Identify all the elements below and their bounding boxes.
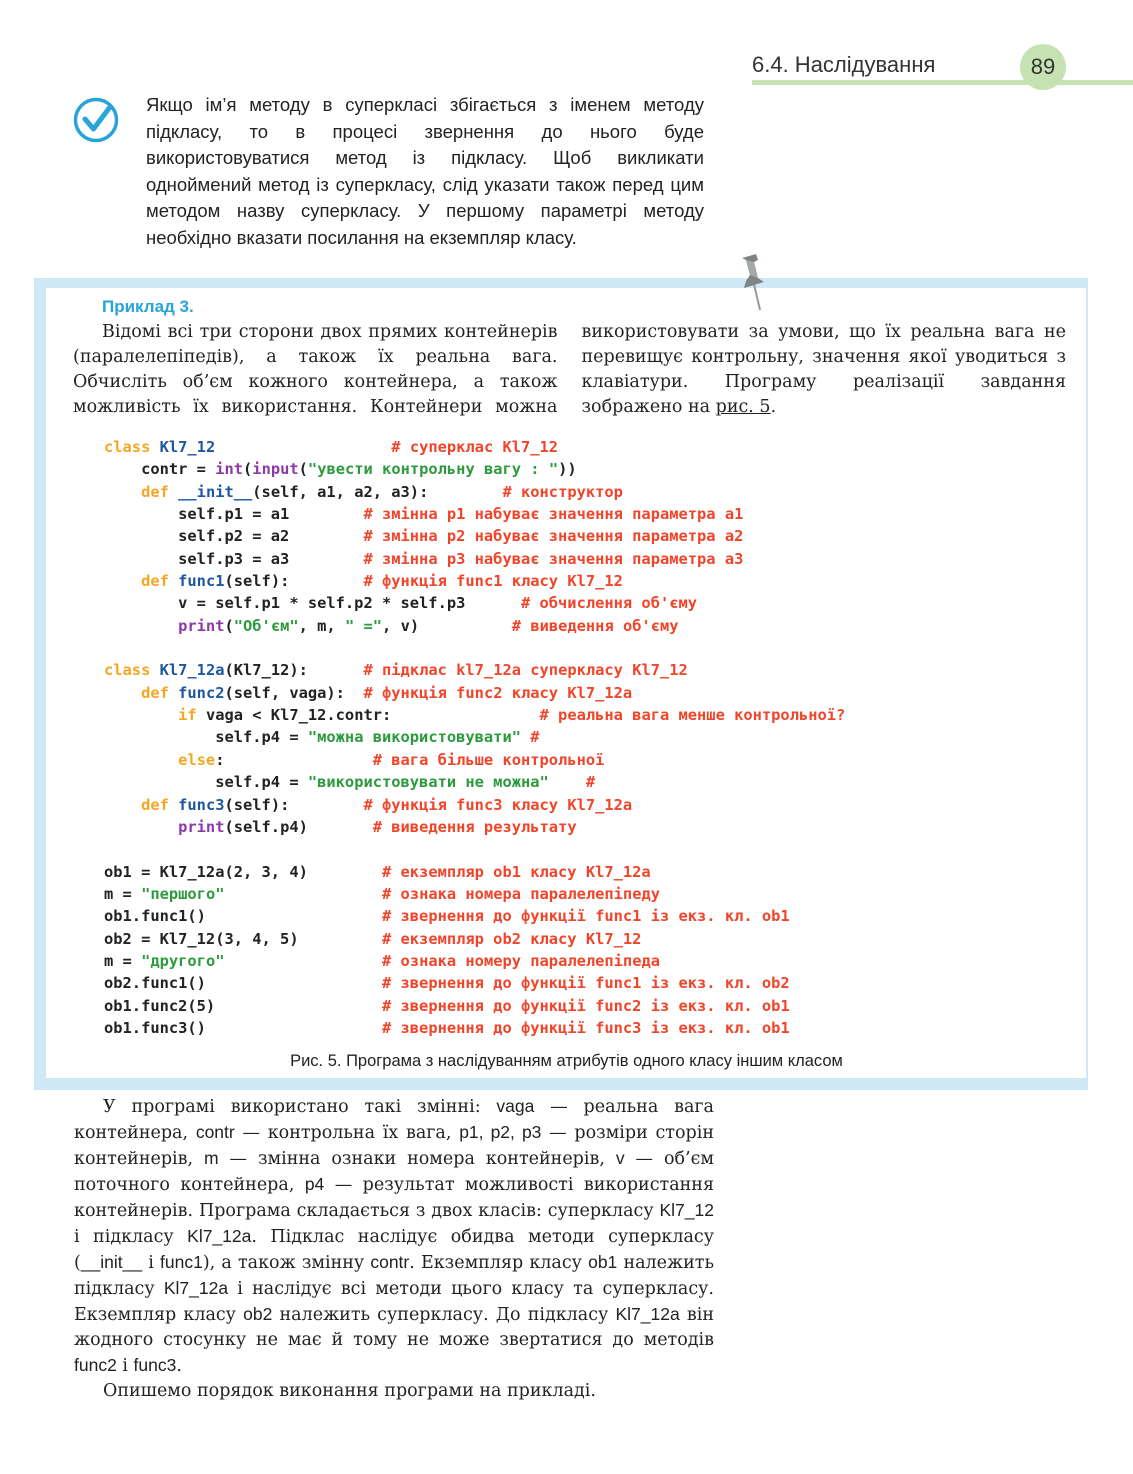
- code-token: # ознака номера паралелепіпеду: [382, 884, 660, 903]
- code-token: self.p4 =: [104, 773, 308, 792]
- text-run: . Екземпляр класу: [409, 1253, 589, 1273]
- example-title: Приклад 3.: [102, 297, 194, 316]
- code-line: [104, 615, 845, 637]
- body-paragraph-2: Опишемо порядок виконання програми на прикладі.: [103, 1381, 596, 1401]
- code-line: [104, 503, 845, 525]
- code-line: [104, 436, 845, 458]
- code-line: [104, 458, 845, 480]
- identifier: ob1: [588, 1252, 618, 1272]
- code-line: [104, 637, 845, 659]
- code-token: def: [104, 572, 179, 591]
- code-token: [224, 885, 382, 903]
- text-run: він жодного стосунку не має й тому не може звертатися до методів: [74, 1305, 714, 1350]
- section-title: 6.4. Наслідування: [752, 52, 936, 77]
- code-token: def: [104, 482, 179, 501]
- code-token: input: [252, 460, 299, 479]
- code-token: def: [104, 683, 179, 702]
- identifier: contr: [195, 1122, 235, 1142]
- code-token: if: [104, 706, 206, 725]
- code-token: class: [104, 438, 160, 456]
- code-listing: [104, 436, 845, 1039]
- code-token: func1: [178, 572, 225, 591]
- code-line: [104, 883, 845, 905]
- code-token: (self):: [224, 572, 364, 591]
- code-token: print: [104, 817, 225, 836]
- code-token: # звернення до функції func1 із екз. кл. ob1: [381, 907, 790, 926]
- text-run: У програмі використано такі змінні:: [103, 1097, 497, 1117]
- code-line: [104, 794, 845, 816]
- code-token: :: [215, 750, 373, 769]
- code-token: # функція func1 класу Kl7_12: [363, 572, 623, 591]
- identifier: func1: [160, 1252, 203, 1272]
- code-token: ob1.func3(): [104, 1018, 382, 1037]
- code-token: # конструктор: [502, 482, 623, 501]
- code-line: [104, 816, 845, 838]
- code-token: "першого": [141, 884, 225, 903]
- text-run: ), а також змінну: [202, 1253, 371, 1273]
- code-token: "увести контрольну вагу : ": [307, 460, 559, 479]
- code-token: "другого": [141, 951, 225, 970]
- check-circle-icon: [72, 96, 120, 144]
- code-token: # функція func3 класу Kl7_12a: [363, 795, 633, 814]
- code-line: [104, 995, 845, 1017]
- code-token: , v): [382, 616, 512, 635]
- code-token: # звернення до функції func3 із екз. кл. ob1: [381, 1018, 790, 1037]
- identifier: Kl7_12: [659, 1200, 714, 1220]
- code-token: # обчислення об'єму: [520, 594, 698, 613]
- code-token: # реальна вага менше контрольної?: [539, 706, 846, 725]
- code-token: func2: [178, 683, 225, 702]
- code-line: [104, 838, 845, 860]
- code-token: print: [104, 616, 225, 635]
- code-token: "використовувати не можна": [307, 773, 549, 792]
- text-run: — реальна вага контейнера,: [74, 1097, 714, 1143]
- code-token: ob1.func1(): [104, 907, 382, 926]
- code-token: contr =: [104, 460, 216, 479]
- code-token: # суперклас Kl7_12: [391, 438, 559, 456]
- code-token: # екземпляр ob2 класу Kl7_12: [381, 929, 642, 948]
- text-run: — розміри сторін контейнерів,: [74, 1123, 714, 1169]
- code-token: #: [548, 773, 596, 792]
- code-line: [104, 749, 845, 771]
- code-token: # звернення до функції func1 із екз. кл. ob2: [381, 974, 790, 993]
- identifier: Kl7_12a: [187, 1226, 252, 1246]
- code-line: [104, 592, 845, 614]
- code-token: (: [224, 616, 234, 635]
- code-token: # ознака номеру паралелепіпеда: [382, 951, 660, 970]
- text-run: і наслідує всі методи цього класу та суперкласу. Екземпляр класу: [74, 1279, 714, 1325]
- identifier: func3: [133, 1355, 177, 1375]
- code-token: self.p3 = a3: [104, 549, 364, 568]
- code-line: [104, 704, 845, 726]
- example-intro: [73, 320, 1066, 420]
- code-token: int: [215, 460, 244, 479]
- identifier: ob2: [243, 1304, 273, 1324]
- text-run: і: [116, 1356, 134, 1376]
- code-token: # вага більше контрольної: [372, 750, 605, 769]
- text-run: — змінна ознаки номера контейнерів,: [218, 1149, 616, 1169]
- identifier: func2: [74, 1355, 117, 1375]
- code-token: # виведення об'єму: [511, 616, 679, 635]
- identifier: p4: [304, 1174, 325, 1194]
- code-token: self.p4 =: [104, 728, 308, 747]
- text-run: — об’єм поточного контейнера,: [74, 1149, 714, 1195]
- code-line: [104, 525, 845, 547]
- code-token: (self, a1, a2, a3):: [252, 482, 503, 501]
- code-token: ob1 = Kl7_12a(2, 3, 4): [104, 862, 382, 881]
- code-token: # змінна p3 набуває значення параметра a3: [363, 549, 744, 568]
- code-line: [104, 972, 845, 994]
- code-token: self.p1 = a1: [104, 505, 364, 524]
- code-token: [224, 952, 382, 970]
- identifier: v: [615, 1148, 625, 1168]
- identifier: Kl7_12a: [615, 1304, 680, 1324]
- code-token: m =: [104, 884, 142, 903]
- identifier: m: [204, 1148, 219, 1168]
- code-line: [104, 481, 845, 503]
- pushpin-icon: [728, 250, 776, 314]
- text-run: .: [176, 1356, 182, 1376]
- code-token: [215, 438, 391, 456]
- code-token: )): [558, 460, 577, 479]
- body-paragraph: [74, 1094, 714, 1379]
- code-token: Kl7_12a: [159, 661, 225, 680]
- code-token: self.p2 = a2: [104, 527, 364, 546]
- code-token: (self):: [224, 795, 364, 814]
- code-token: ob2 = Kl7_12(3, 4, 5): [104, 929, 382, 948]
- identifier: __init__: [80, 1252, 143, 1272]
- code-token: ob2.func1(): [104, 974, 382, 993]
- page-number: 89: [1020, 44, 1066, 90]
- code-line: [104, 771, 845, 793]
- code-line: [104, 950, 845, 972]
- identifier: vaga: [496, 1096, 535, 1116]
- body-text: [74, 1094, 714, 1404]
- code-token: (self.p4): [224, 817, 373, 836]
- code-token: v = self.p1 * self.p2 * self.p3: [104, 594, 521, 613]
- figure-caption: Рис. 5. Програма з наслідуванням атрибутів одного класу іншим класом: [290, 1052, 843, 1070]
- code-token: " =": [344, 616, 383, 635]
- code-line: [104, 548, 845, 570]
- header-rule: [752, 80, 1133, 85]
- code-token: # екземпляр ob1 класу Kl7_12a: [381, 862, 651, 881]
- intro-end: .: [770, 397, 777, 417]
- code-line: [104, 861, 845, 883]
- code-line: [104, 659, 845, 681]
- code-token: ob1.func2(5): [104, 996, 382, 1015]
- code-token: (: [243, 460, 253, 479]
- code-line: [104, 726, 845, 748]
- code-token: # змінна p2 набуває значення параметра a2: [363, 527, 744, 546]
- code-token: func3: [178, 795, 225, 814]
- identifier: contr: [370, 1252, 410, 1272]
- intro-text: Відомі всі три сторони двох прямих контейнерів (паралелепіпедів), а також їх реальна вага. Обчисліть об’єм кожного контейнера, а також можливість їх використання. Контейнери можна використовувати за умови, що їх реальна вага не перевищує контрольну, значення якої уводиться з клавіатури. Програму реалізації завдання зображено на: [73, 322, 1066, 417]
- code-token: (: [298, 460, 308, 479]
- text-run: — результат можливості використання контейнерів. Програма складається з двох класів: суперкласу: [74, 1175, 715, 1221]
- figure-reference-link[interactable]: рис. 5: [715, 397, 771, 417]
- code-token: class: [104, 661, 160, 680]
- text-run: і підкласу: [74, 1227, 188, 1247]
- code-line: [104, 928, 845, 950]
- code-token: m =: [104, 951, 142, 970]
- code-line: [104, 682, 845, 704]
- code-token: __init__: [178, 482, 253, 501]
- text-run: належить суперкласу. До підкласу: [272, 1305, 616, 1325]
- code-line: [104, 1017, 845, 1039]
- code-token: (Kl7_12):: [224, 661, 364, 680]
- code-token: # підклас kl7_12a суперкласу Kl7_12: [363, 661, 688, 680]
- code-token: "можна використовувати": [307, 728, 521, 747]
- code-token: else: [104, 750, 216, 769]
- text-run: належить підкласу: [74, 1253, 714, 1299]
- code-token: # звернення до функції func2 із екз. кл. ob1: [381, 996, 790, 1015]
- code-token: (self, vaga):: [224, 683, 364, 702]
- identifier: Kl7_12a: [163, 1278, 229, 1298]
- code-token: vaga < Kl7_12.contr:: [205, 706, 540, 725]
- code-line: [104, 905, 845, 927]
- code-token: def: [104, 795, 179, 814]
- text-run: і: [142, 1253, 161, 1273]
- code-token: # змінна p1 набуває значення параметра a1: [363, 505, 744, 524]
- code-token: Kl7_12: [159, 438, 216, 456]
- code-token: # функція func2 класу Kl7_12a: [363, 683, 633, 702]
- text-run: . Підклас наслідує обидва методи суперкласу (: [74, 1227, 714, 1273]
- identifier: p1, p2, p3: [459, 1122, 542, 1142]
- note-text: Якщо ім’я методу в суперкласі збігається з іменем методу підкласу, то в процесі звернення до нього буде використовуватися метод із підкласу. Щоб викликати одноймений метод із суперкласу, слід указати також перед цим методом назву суперкласу. У першому параметрі методу необхідно вказати посилання на екземпляр класу.: [146, 94, 704, 248]
- code-token: # виведення результату: [372, 817, 577, 836]
- code-token: #: [520, 728, 540, 747]
- code-line: [104, 570, 845, 592]
- code-token: , m,: [298, 616, 345, 635]
- code-token: "Об'єм": [233, 616, 299, 635]
- text-run: — контрольна їх вага,: [234, 1123, 460, 1143]
